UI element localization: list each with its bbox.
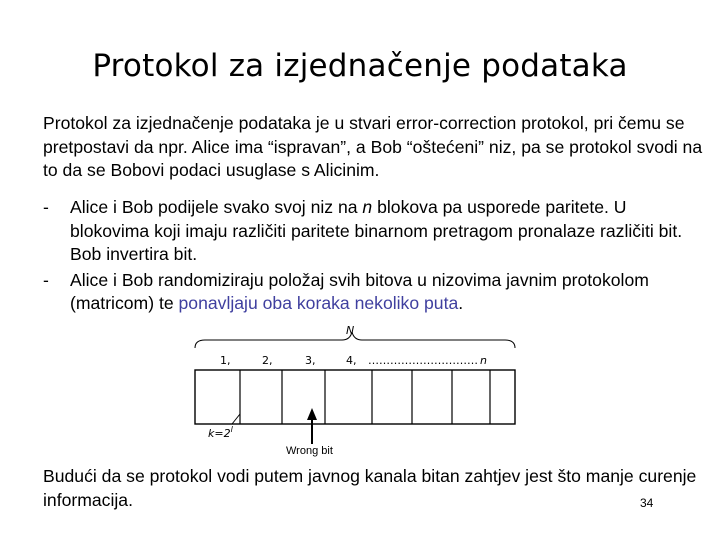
block-label: 4, xyxy=(346,354,357,367)
bullet-text-start: Alice i Bob randomiziraju položaj svih bitova u nizovima javnim protokolom (matricom) te xyxy=(70,269,649,313)
bullet-list xyxy=(43,196,703,318)
bullet-text-end: blokova pa usporede paritete. U blokovima koji imaju različiti paritete binarnom pretragom pronalaze različiti bit. Bob invertira bit. xyxy=(70,197,683,264)
bullet-marker: - xyxy=(43,197,49,217)
bullet-italic-n: n xyxy=(362,197,373,217)
block-dividers xyxy=(240,370,490,424)
footer-paragraph: Budući da se protokol vodi putem javnog kanala bitan zahtjev jest što manje curenje informacija. xyxy=(43,466,697,510)
page-number: 34 xyxy=(640,496,654,510)
slide-title: Protokol za izjednačenje podataka xyxy=(92,48,628,84)
block-label: 1, xyxy=(220,354,231,367)
wrong-bit-label: Wrong bit xyxy=(286,445,333,457)
wrong-bit-arrow xyxy=(307,408,317,444)
k-pointer xyxy=(232,414,240,424)
intro-text: Protokol za izjednačenje podataka je u stvari error-correction protokol, pri čemu se pretpostavi da npr. Alice ima “ispravan”, a Bob “oštećeni” niz, pa se protokol svodi na to da se Bobovi podaci usuglase s Alicinim. xyxy=(43,113,703,180)
highlighted-phrase: ponavljaju oba koraka nekoliko puta xyxy=(178,293,459,313)
bit-string xyxy=(195,370,515,424)
block-division-diagram xyxy=(190,318,520,463)
bullet-marker: - xyxy=(43,269,49,290)
bullet-item xyxy=(43,196,703,267)
n-label: N xyxy=(346,324,355,337)
bullet-text-end: . xyxy=(458,293,464,313)
k-label: $k=2^l$ xyxy=(208,425,233,440)
block-label: n xyxy=(480,354,487,367)
bullet-text-start: Alice i Bob podijele svako svoj niz na xyxy=(70,197,363,217)
bullet-item xyxy=(43,269,703,316)
brace xyxy=(195,332,515,348)
block-label: 3, xyxy=(305,354,316,367)
block-label: 2, xyxy=(262,354,273,367)
dots-label: ………………………… xyxy=(368,354,478,367)
intro-paragraph xyxy=(43,112,703,183)
